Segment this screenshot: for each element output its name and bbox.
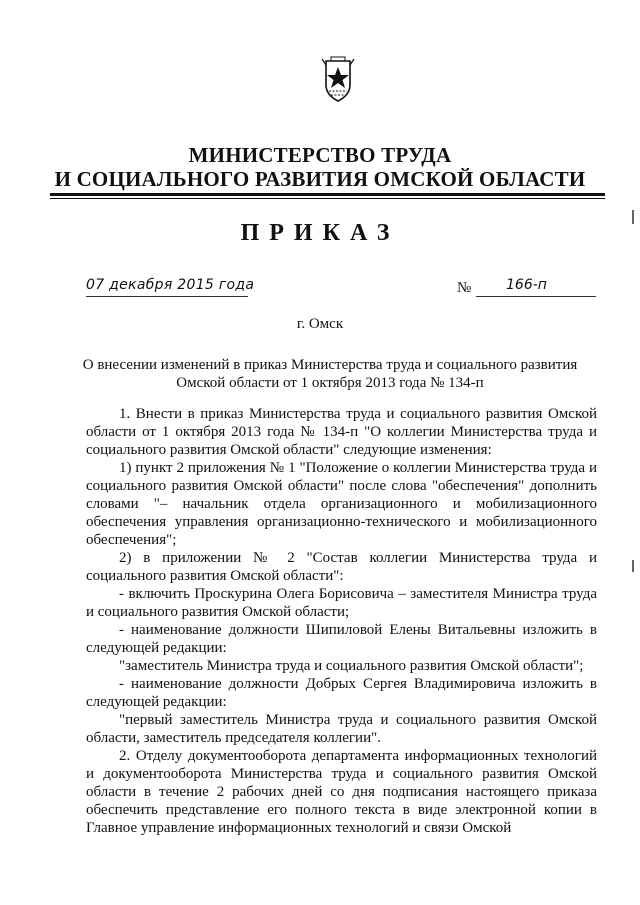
order-number-label: № (457, 280, 472, 296)
subject-line: Омской области от 1 октября 2013 года № 134-п (176, 375, 484, 391)
body-paragraph: 2. Отделу документооборота департамента информационных технологий и документооборота Министерства труда и социального развития Омской области в течение 2 рабочих дней со дня подписания настоящего приказа обеспечить представление его полного текста в виде электронной копии в Главное управление информационных технологий и связи Омской (86, 748, 597, 836)
order-title: ПРИКАЗ (240, 220, 400, 246)
scan-margin-mark (632, 210, 634, 224)
body-paragraph: "первый заместитель Министра труда и социального развития Омской области, заместитель председателя коллегии". (86, 712, 597, 746)
body-paragraph: - включить Проскурина Олега Борисовича – заместителя Министра труда и социального развития Омской области; (86, 586, 597, 620)
city: г. Омск (296, 316, 344, 332)
scan-margin-mark (632, 560, 634, 572)
body-paragraph: "заместитель Министра труда и социального развития Омской области"; (119, 658, 584, 674)
subject-line: О внесении изменений в приказ Министерства труда и социального развития (82, 357, 578, 373)
ministry-name-line2: И СОЦИАЛЬНОГО РАЗВИТИЯ ОМСКОЙ ОБЛАСТИ (54, 167, 586, 191)
header-rule-thick (50, 193, 605, 196)
header-rule-thin (50, 198, 605, 199)
order-subject (70, 356, 590, 392)
omsk-coat-of-arms-icon (318, 55, 358, 103)
body-paragraph: 1) пункт 2 приложения № 1 "Положение о коллегии Министерства труда и социального развития Омской области" после слова "обеспечения" дополнить словами "– начальник отдела организационного и мобилизационного обеспечения управления организационно-технического и мобилизационного обеспечения"; (86, 460, 597, 548)
order-number: 166-п (506, 277, 547, 293)
body-paragraph: - наименование должности Добрых Сергея Владимировича изложить в следующей редакции: (86, 676, 597, 710)
body-paragraph: 2) в приложении № 2 "Состав коллегии Министерства труда и социального развития Омской области": (86, 550, 597, 584)
order-body (86, 405, 597, 837)
order-date: 07 декабря 2015 года (86, 277, 255, 293)
body-paragraph: - наименование должности Шипиловой Елены Витальевны изложить в следующей редакции: (86, 622, 597, 656)
number-underline (476, 296, 596, 297)
body-paragraph: 1. Внести в приказ Министерства труда и социального развития Омской области от 1 октября 2013 года № 134-п "О коллегии Министерства труда и социального развития Омской области" следующие изменения: (86, 406, 597, 458)
date-underline (86, 296, 248, 297)
ministry-name-line1: МИНИСТЕРСТВО ТРУДА (188, 143, 452, 167)
